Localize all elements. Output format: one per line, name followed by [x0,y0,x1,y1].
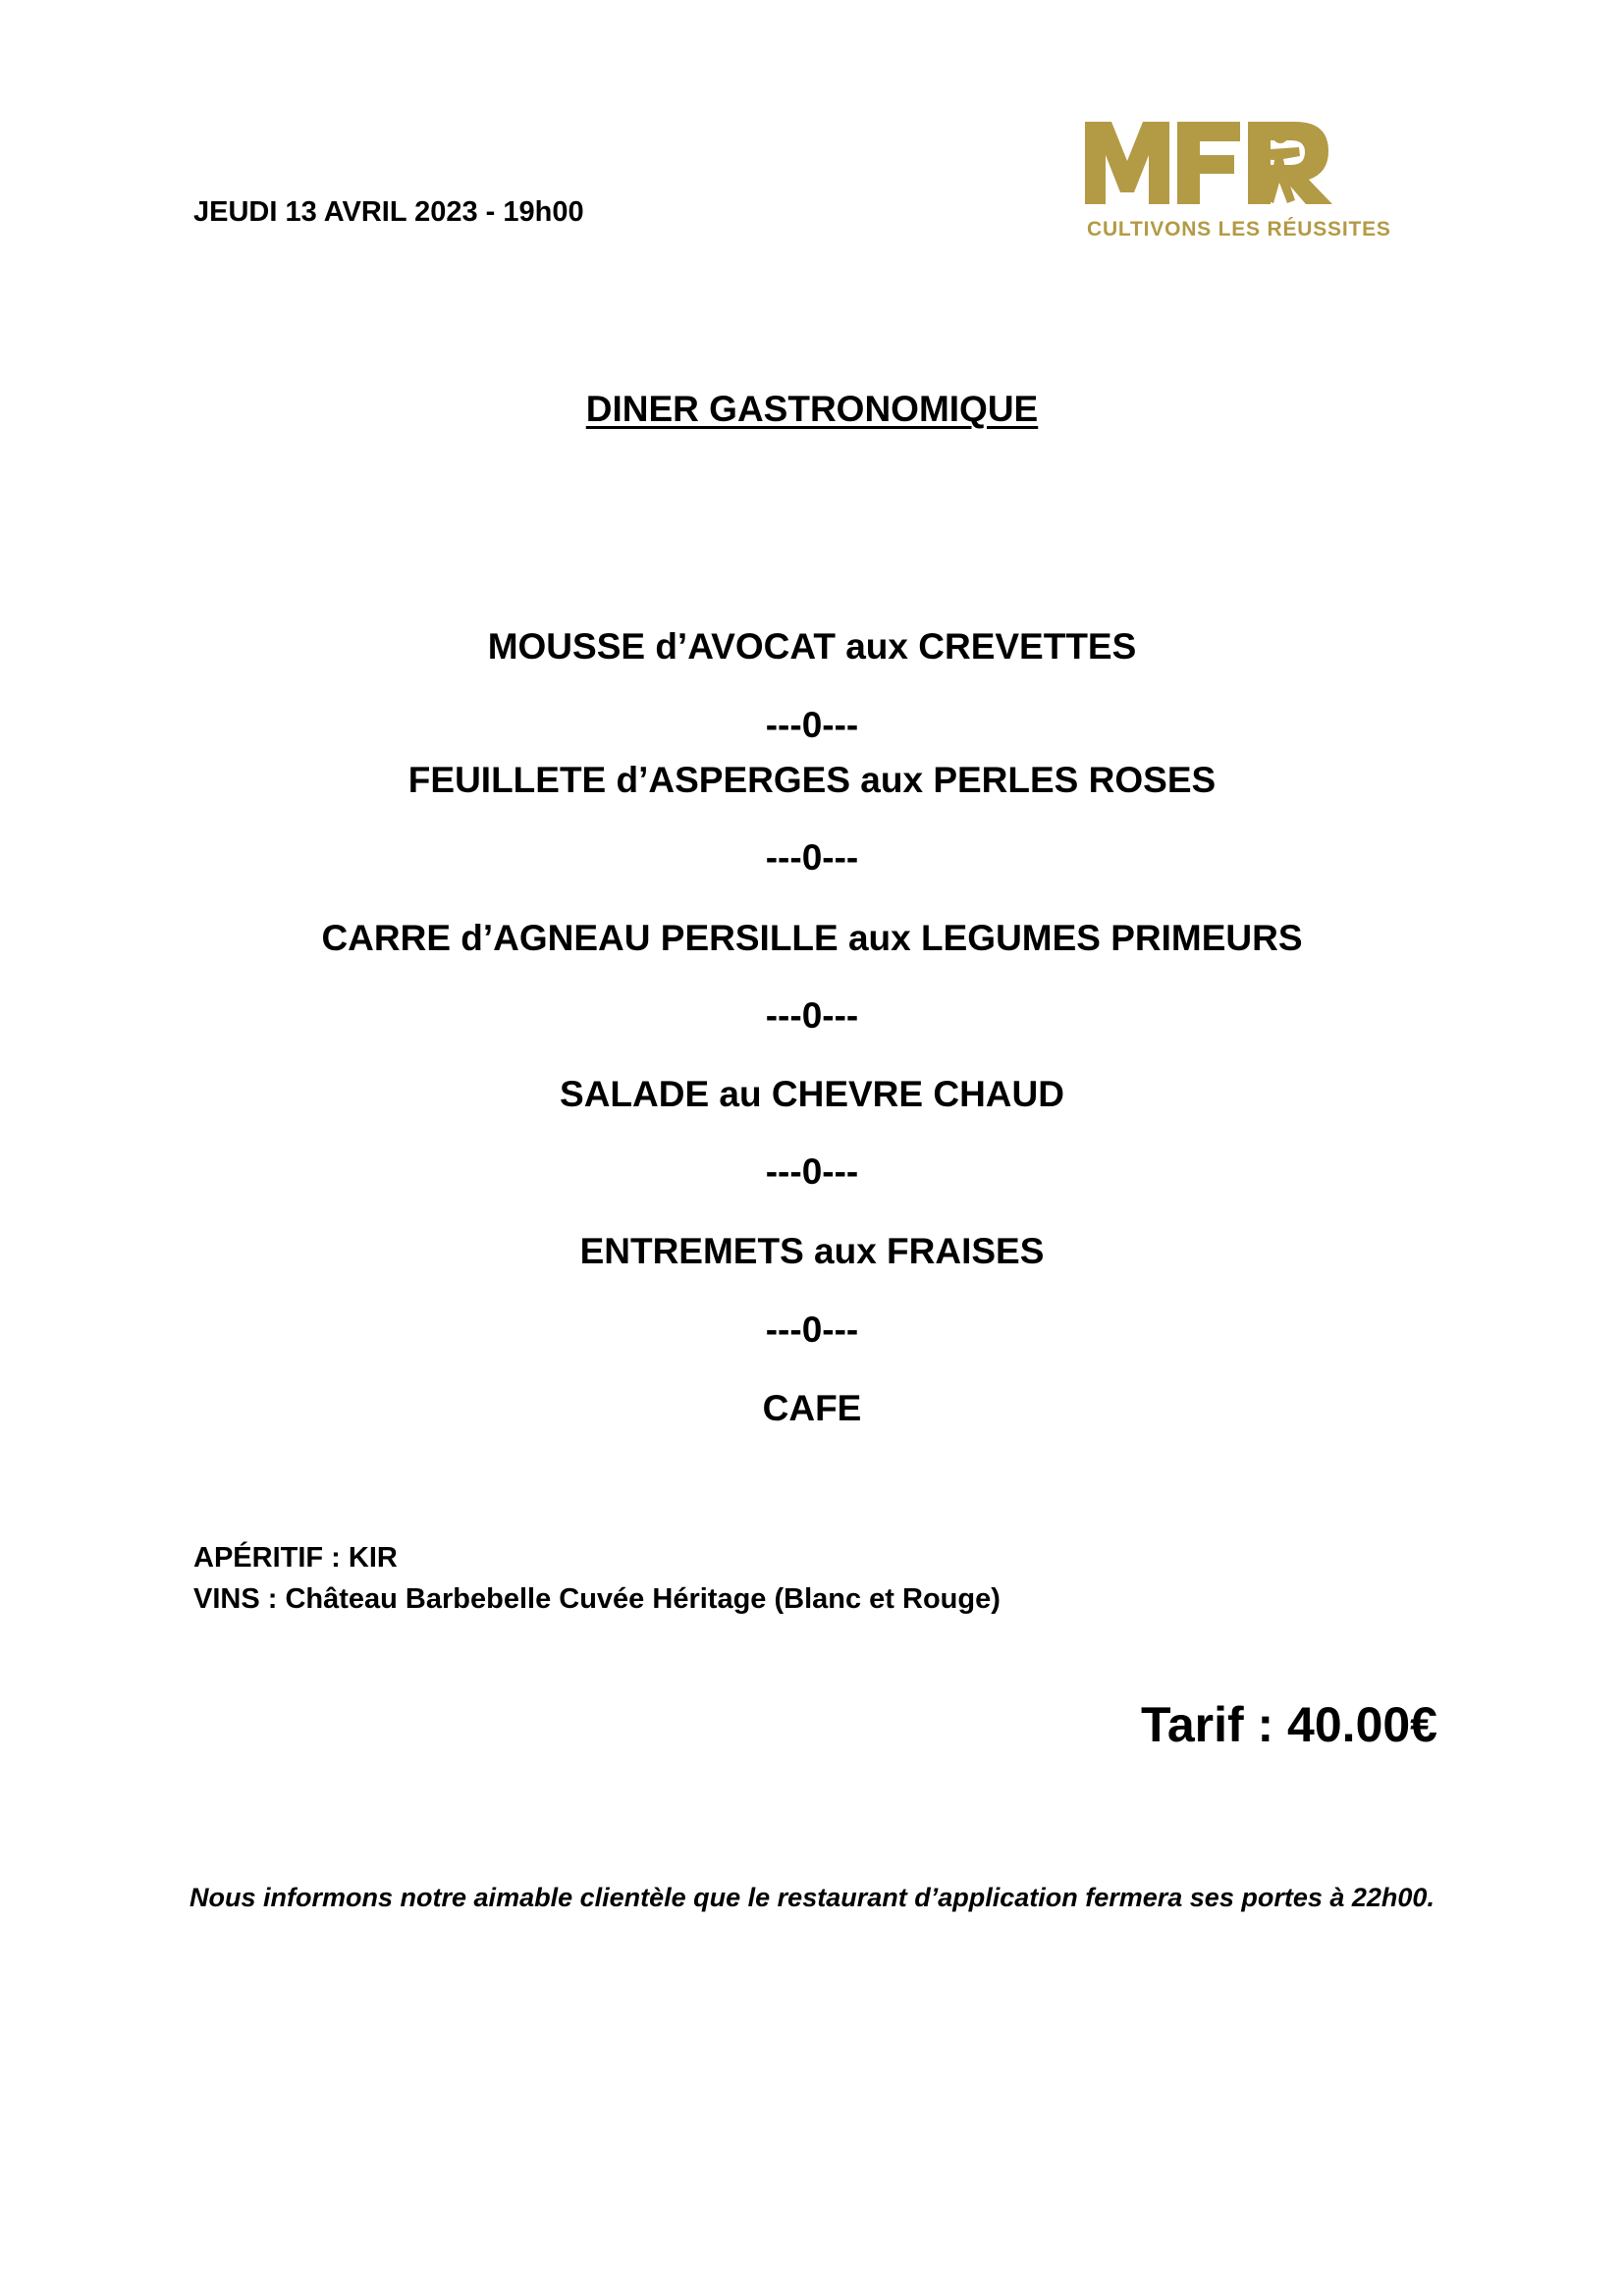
aperitif-line: APÉRITIF : KIR [193,1542,398,1574]
menu-separator: ---0--- [765,705,859,745]
menu-separator: ---0--- [765,1151,859,1192]
page-title-text: DINER GASTRONOMIQUE [585,389,1039,429]
wines-line: VINS : Château Barbebelle Cuvée Héritage (Blanc et Rouge) [193,1583,1001,1615]
menu-separator: ---0--- [765,995,859,1036]
logo-tagline: CULTIVONS LES RÉUSSITES [1087,218,1391,240]
menu-course-4: SALADE au CHEVRE CHAUD [560,1074,1064,1114]
drinks-info [193,1537,1001,1620]
menu-course-5: ENTREMETS aux FRAISES [579,1231,1045,1271]
menu-separator: ---0--- [765,1309,859,1350]
menu-course-2: FEUILLETE d’ASPERGES aux PERLES ROSES [407,760,1217,800]
menu-course-3: CARRE d’AGNEAU PERSILLE aux LEGUMES PRIMEURS [321,918,1303,958]
menu-course-1: MOUSSE d’AVOCAT aux CREVETTES [487,626,1137,667]
page-title [0,389,1624,430]
mfr-logo [1085,116,1438,245]
price: Tarif : 40.00€ [1140,1697,1437,1752]
event-date-time: JEUDI 13 AVRIL 2023 - 19h00 [193,196,584,228]
menu-separator: ---0--- [765,837,859,878]
menu-course-6: CAFE [762,1388,862,1428]
closing-notice: Nous informons notre aimable clientèle que le restaurant d’application fermera ses portes à 22h00. [189,1883,1435,1912]
